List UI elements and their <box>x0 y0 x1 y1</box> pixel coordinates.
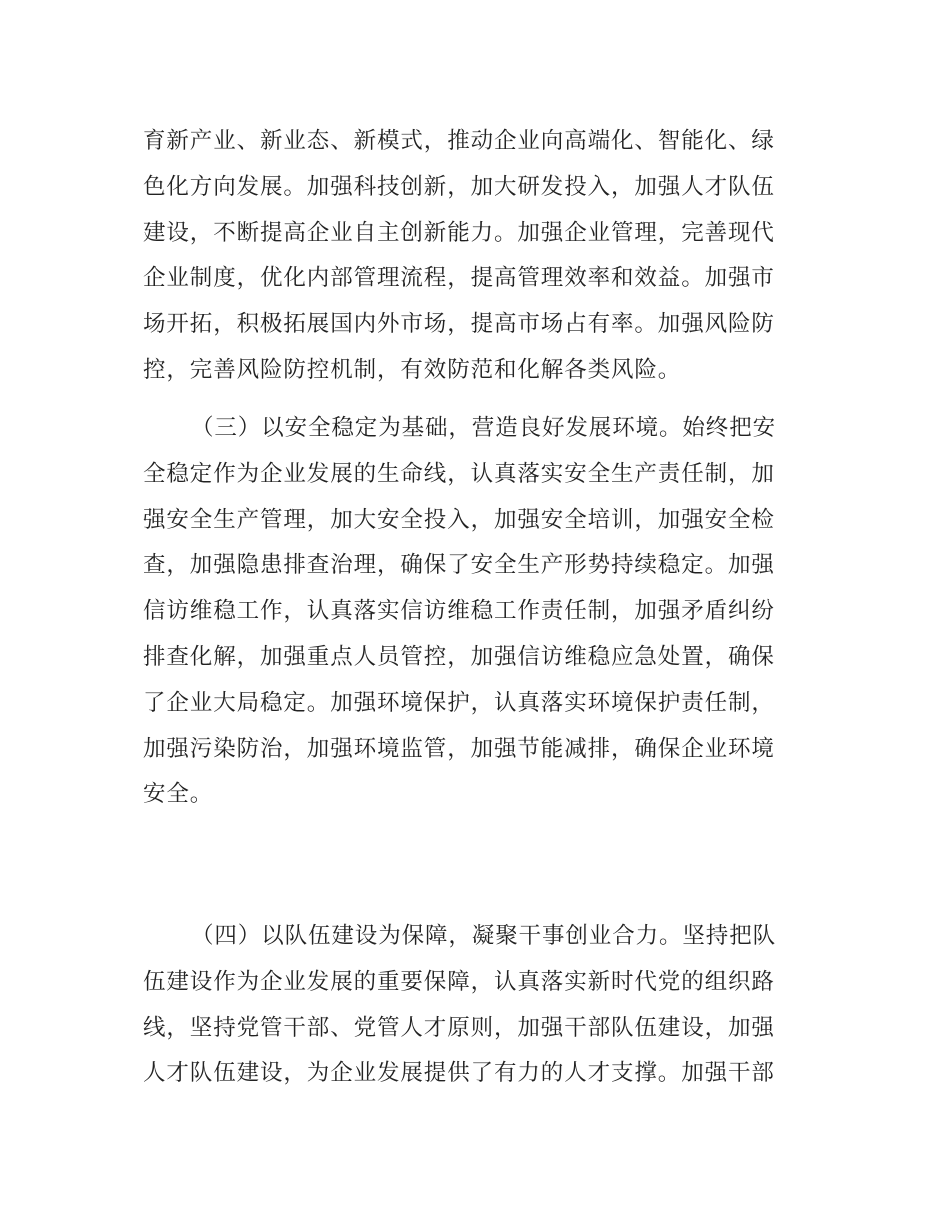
text-line: 安全。 <box>143 781 214 808</box>
text-line: 信访维稳工作，认真落实信访维稳工作责任制，加强矛盾纠纷 <box>143 598 775 625</box>
text-line: 伍建设作为企业发展的重要保障，认真落实新时代党的组织路 <box>143 968 775 995</box>
text-line: 人才队伍建设，为企业发展提供了有力的人才支撑。加强干部 <box>143 1060 775 1087</box>
text-line: （三）以安全稳定为基础，营造良好发展环境。始终把安 <box>191 415 777 441</box>
text-line: 色化方向发展。加强科技创新，加大研发投入，加强人才队伍 <box>143 173 775 200</box>
paragraph-section-four <box>143 914 813 1097</box>
text-line: 场开拓，积极拓展国内外市场，提高市场占有率。加强风险防 <box>143 311 775 338</box>
text-line: 排查化解，加强重点人员管控，加强信访维稳应急处置，确保 <box>143 643 775 670</box>
text-line: 建设，不断提高企业自主创新能力。加强企业管理，完善现代 <box>143 219 775 246</box>
paragraph-continuation <box>143 119 813 394</box>
text-line: （四）以队伍建设为保障，凝聚干事创业合力。坚持把队 <box>191 923 777 949</box>
text-line: 查，加强隐患排查治理，确保了安全生产形势持续稳定。加强 <box>143 552 775 579</box>
text-line: 线，坚持党管干部、党管人才原则，加强干部队伍建设，加强 <box>143 1014 775 1041</box>
paragraph-section-three <box>143 406 813 818</box>
text-line: 控，完善风险防控机制，有效防范和化解各类风险。 <box>143 356 682 383</box>
text-line: 育新产业、新业态、新模式，推动企业向高端化、智能化、绿 <box>143 128 775 154</box>
text-line: 强安全生产管理，加大安全投入，加强安全培训，加强安全检 <box>143 506 775 533</box>
text-line: 全稳定作为企业发展的生命线，认真落实安全生产责任制，加 <box>143 460 775 487</box>
text-line: 企业制度，优化内部管理流程，提高管理效率和效益。加强市 <box>143 265 775 292</box>
text-line: 加强污染防治，加强环境监管，加强节能减排，确保企业环境 <box>143 735 775 762</box>
text-line: 了企业大局稳定。加强环境保护，认真落实环境保护责任制， <box>143 689 775 716</box>
